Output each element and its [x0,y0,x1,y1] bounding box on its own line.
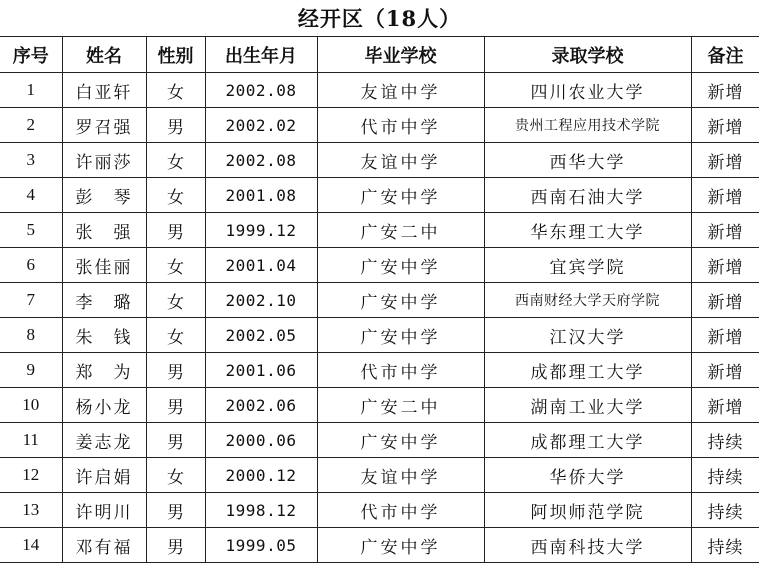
cell-birth: 2000.12 [205,458,317,493]
cell-birth: 1999.05 [205,528,317,563]
cell-grad-school: 代市中学 [317,108,484,143]
cell-note: 新增 [691,353,759,388]
cell-no: 1 [0,73,62,108]
header-name: 姓名 [62,37,146,73]
header-note: 备注 [691,37,759,73]
cell-name: 李 璐 [62,283,146,318]
cell-birth: 2002.10 [205,283,317,318]
table-row [0,353,759,388]
cell-no: 14 [0,528,62,563]
cell-birth: 2002.02 [205,108,317,143]
cell-grad-school: 广安中学 [317,248,484,283]
cell-no: 4 [0,178,62,213]
cell-grad-school: 友谊中学 [317,73,484,108]
cell-name: 张佳丽 [62,248,146,283]
cell-name: 许启娟 [62,458,146,493]
cell-birth: 2001.08 [205,178,317,213]
cell-note: 新增 [691,108,759,143]
cell-admit-school: 西华大学 [484,143,691,178]
cell-admit-school: 江汉大学 [484,318,691,353]
table-row [0,143,759,178]
table-row [0,178,759,213]
cell-admit-school: 西南石油大学 [484,178,691,213]
cell-note: 新增 [691,283,759,318]
header-birth: 出生年月 [205,37,317,73]
cell-note: 持续 [691,423,759,458]
cell-no: 13 [0,493,62,528]
cell-admit-school: 华东理工大学 [484,213,691,248]
cell-admit-school: 宜宾学院 [484,248,691,283]
cell-note: 持续 [691,493,759,528]
cell-no: 6 [0,248,62,283]
cell-grad-school: 广安二中 [317,388,484,423]
cell-admit-school: 西南财经大学天府学院 [484,283,691,318]
cell-gender: 女 [146,143,205,178]
cell-grad-school: 友谊中学 [317,458,484,493]
cell-grad-school: 广安中学 [317,283,484,318]
cell-note: 新增 [691,213,759,248]
cell-grad-school: 友谊中学 [317,143,484,178]
cell-admit-school: 湖南工业大学 [484,388,691,423]
cell-grad-school: 广安中学 [317,318,484,353]
cell-admit-school: 贵州工程应用技术学院 [484,108,691,143]
cell-no: 12 [0,458,62,493]
cell-name: 邓有福 [62,528,146,563]
table-row [0,318,759,353]
cell-admit-school: 华侨大学 [484,458,691,493]
cell-note: 新增 [691,388,759,423]
cell-no: 8 [0,318,62,353]
table-row [0,213,759,248]
table-row [0,388,759,423]
cell-name: 罗召强 [62,108,146,143]
cell-admit-school: 成都理工大学 [484,423,691,458]
cell-birth: 2001.06 [205,353,317,388]
cell-admit-school: 四川农业大学 [484,73,691,108]
cell-note: 持续 [691,528,759,563]
table-row [0,458,759,493]
cell-gender: 女 [146,318,205,353]
cell-grad-school: 代市中学 [317,493,484,528]
cell-gender: 男 [146,108,205,143]
cell-name: 彭 琴 [62,178,146,213]
cell-gender: 女 [146,283,205,318]
table-row [0,248,759,283]
cell-note: 新增 [691,178,759,213]
table-row [0,493,759,528]
cell-grad-school: 广安中学 [317,423,484,458]
header-row [0,37,759,73]
cell-note: 新增 [691,248,759,283]
cell-gender: 男 [146,353,205,388]
cell-birth: 1999.12 [205,213,317,248]
header-grad-school: 毕业学校 [317,37,484,73]
cell-no: 10 [0,388,62,423]
cell-name: 张 强 [62,213,146,248]
header-admit-school: 录取学校 [484,37,691,73]
cell-name: 姜志龙 [62,423,146,458]
cell-grad-school: 代市中学 [317,353,484,388]
cell-no: 3 [0,143,62,178]
cell-grad-school: 广安中学 [317,178,484,213]
cell-no: 9 [0,353,62,388]
admission-table [0,36,759,563]
cell-note: 新增 [691,318,759,353]
table-row [0,283,759,318]
cell-no: 5 [0,213,62,248]
cell-note: 持续 [691,458,759,493]
cell-name: 许明川 [62,493,146,528]
cell-note: 新增 [691,143,759,178]
cell-birth: 2002.08 [205,143,317,178]
table-row [0,528,759,563]
table-row [0,423,759,458]
cell-no: 7 [0,283,62,318]
cell-birth: 2000.06 [205,423,317,458]
cell-name: 杨小龙 [62,388,146,423]
header-gender: 性别 [146,37,205,73]
cell-birth: 2002.08 [205,73,317,108]
cell-birth: 2002.06 [205,388,317,423]
cell-admit-school: 西南科技大学 [484,528,691,563]
cell-gender: 男 [146,388,205,423]
cell-note: 新增 [691,73,759,108]
cell-no: 11 [0,423,62,458]
cell-grad-school: 广安中学 [317,528,484,563]
cell-gender: 女 [146,73,205,108]
table-row [0,73,759,108]
cell-gender: 男 [146,423,205,458]
cell-admit-school: 阿坝师范学院 [484,493,691,528]
cell-gender: 男 [146,528,205,563]
cell-admit-school: 成都理工大学 [484,353,691,388]
cell-name: 白亚轩 [62,73,146,108]
cell-gender: 女 [146,178,205,213]
cell-name: 郑 为 [62,353,146,388]
cell-name: 朱 钱 [62,318,146,353]
cell-gender: 男 [146,213,205,248]
header-no: 序号 [0,37,62,73]
cell-grad-school: 广安二中 [317,213,484,248]
cell-gender: 女 [146,248,205,283]
cell-gender: 女 [146,458,205,493]
cell-birth: 1998.12 [205,493,317,528]
table-title: 经开区（18人） [297,6,462,31]
cell-no: 2 [0,108,62,143]
table-row [0,108,759,143]
cell-name: 许丽莎 [62,143,146,178]
cell-birth: 2001.04 [205,248,317,283]
cell-birth: 2002.05 [205,318,317,353]
cell-gender: 男 [146,493,205,528]
